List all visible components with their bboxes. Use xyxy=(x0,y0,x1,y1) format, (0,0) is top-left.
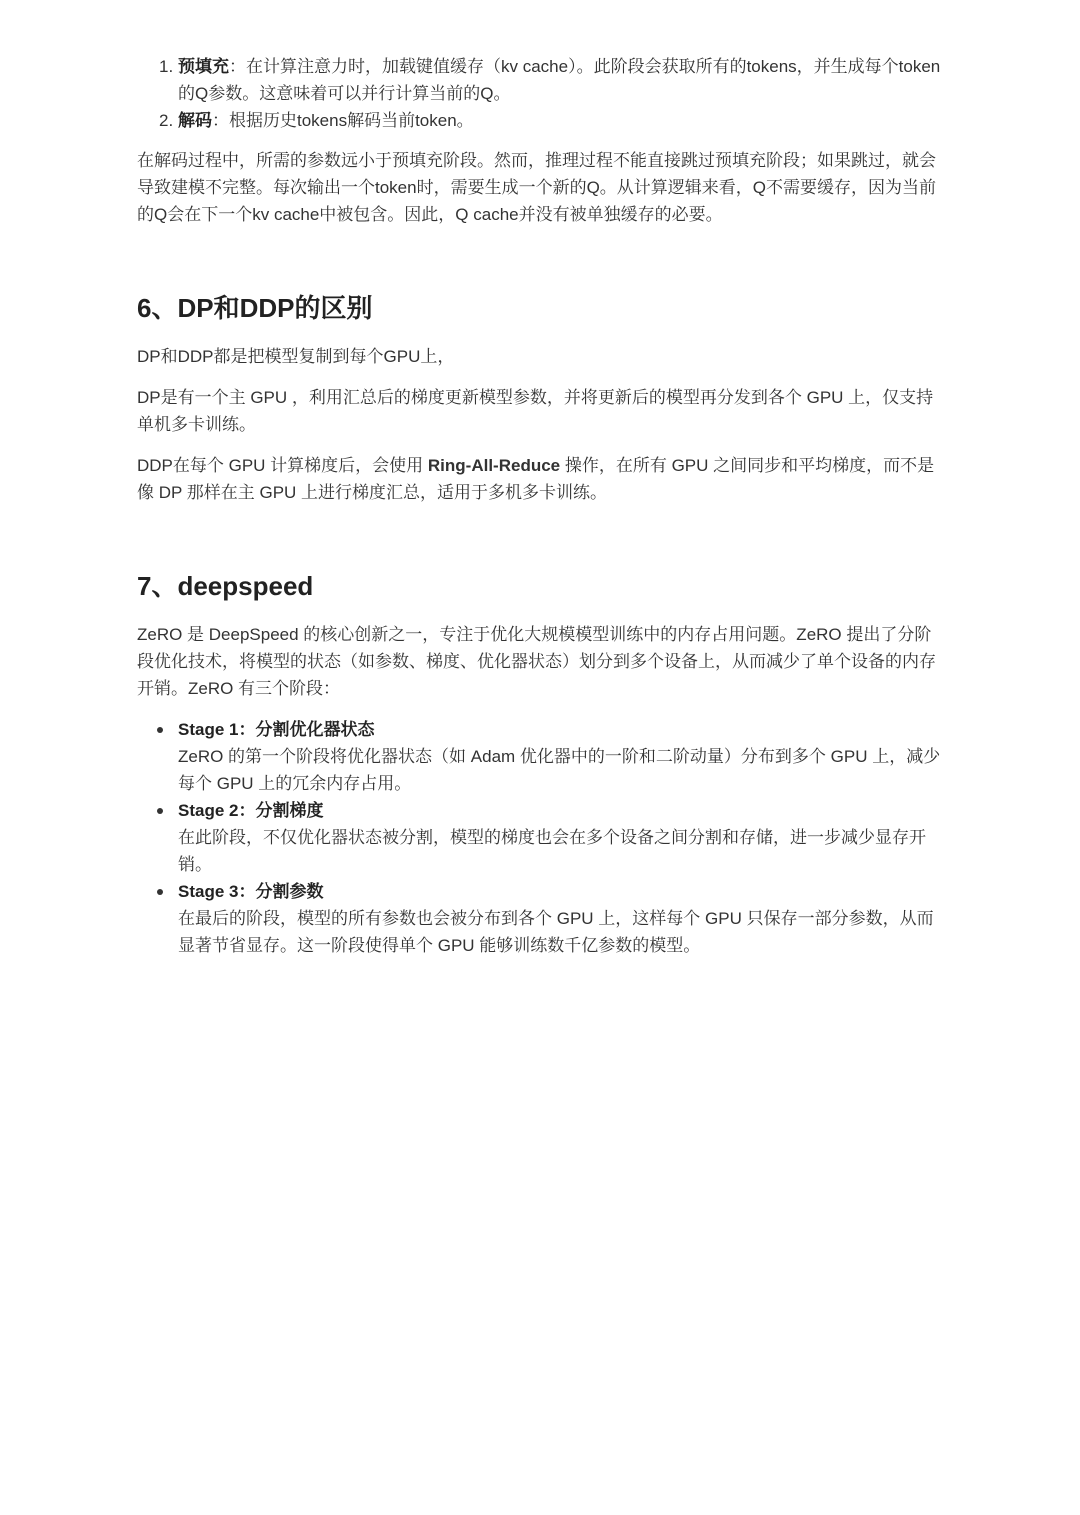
section-7-intro: ZeRO 是 DeepSpeed 的核心创新之一，专注于优化大规模模型训练中的内存占用问题。ZeRO 提出了分阶段优化技术，将模型的状态（如参数、梯度、优化器状态）划分到多个设备上，从而减少了单个设备的内存开销。ZeRO 有三个阶段： xyxy=(137,625,936,698)
list-item-decode xyxy=(137,107,943,134)
prefill-decode-list xyxy=(137,53,943,134)
list-number: 1. xyxy=(159,57,174,76)
list-item-prefill xyxy=(137,53,943,107)
list-text: ：在计算注意力时，加载键值缓存（kv cache）。此阶段会获取所有的tokens，并生成每个token的Q参数。这意味着可以并行计算当前的Q。 xyxy=(178,57,941,103)
stage-1-item xyxy=(137,716,943,797)
stage-2-item xyxy=(137,797,943,878)
stage-title: Stage 3：分割参数 xyxy=(178,882,324,901)
bullet-icon xyxy=(157,727,163,733)
decode-paragraph: 在解码过程中，所需的参数远小于预填充阶段。然而，推理过程不能直接跳过预填充阶段；如果跳过，就会导致建模不完整。每次输出一个token时，需要生成一个新的Q。从计算逻辑来看，Q不需要缓存，因为当前的Q会在下一个kv cache中被包含。因此，Q cache并没有被单独缓存的必要。 xyxy=(137,151,937,224)
paragraph-text: DDP在每个 GPU 计算梯度后，会使用 xyxy=(137,456,428,475)
list-text: ：根据历史tokens解码当前token。 xyxy=(212,111,474,130)
section-6-paragraph-2: DP是有一个主 GPU ，利用汇总后的梯度更新模型参数，并将更新后的模型再分发到各个 GPU 上，仅支持单机多卡训练。 xyxy=(137,388,934,434)
stage-description: 在最后的阶段，模型的所有参数也会被分布到各个 GPU 上，这样每个 GPU 只保存一部分参数，从而显著节省显存。这一阶段使得单个 GPU 能够训练数千亿参数的模型。 xyxy=(178,909,934,955)
section-6-heading: 6、DP和DDP的区别 xyxy=(137,293,373,323)
section-7-heading: 7、deepspeed xyxy=(137,571,314,601)
list-number: 2. xyxy=(159,111,174,130)
bullet-icon xyxy=(157,808,163,814)
stage-title: Stage 2：分割梯度 xyxy=(178,801,324,820)
section-6-paragraph-3 xyxy=(137,452,943,506)
zero-stages-list xyxy=(137,716,943,959)
stage-title: Stage 1：分割优化器状态 xyxy=(178,720,375,739)
section-6-paragraph-1: DP和DDP都是把模型复制到每个GPU上， xyxy=(137,347,455,366)
stage-description: ZeRO 的第一个阶段将优化器状态（如 Adam 优化器中的一阶和二阶动量）分布到多个 GPU 上，减少每个 GPU 上的冗余内存占用。 xyxy=(178,747,941,793)
list-term: 解码 xyxy=(178,111,212,130)
paragraph-text: 操作，在所有 GPU 之间同步和平均梯度，而不是像 DP 那样在主 GPU 上进行梯度汇总，适用于多机多卡训练。 xyxy=(137,456,935,502)
bullet-icon xyxy=(157,889,163,895)
stage-3-item xyxy=(137,878,943,959)
stage-description: 在此阶段，不仅优化器状态被分割，模型的梯度也会在多个设备之间分割和存储，进一步减少显存开销。 xyxy=(178,828,926,874)
ring-all-reduce-term: Ring-All-Reduce xyxy=(427,456,561,475)
list-term: 预填充 xyxy=(178,57,229,76)
